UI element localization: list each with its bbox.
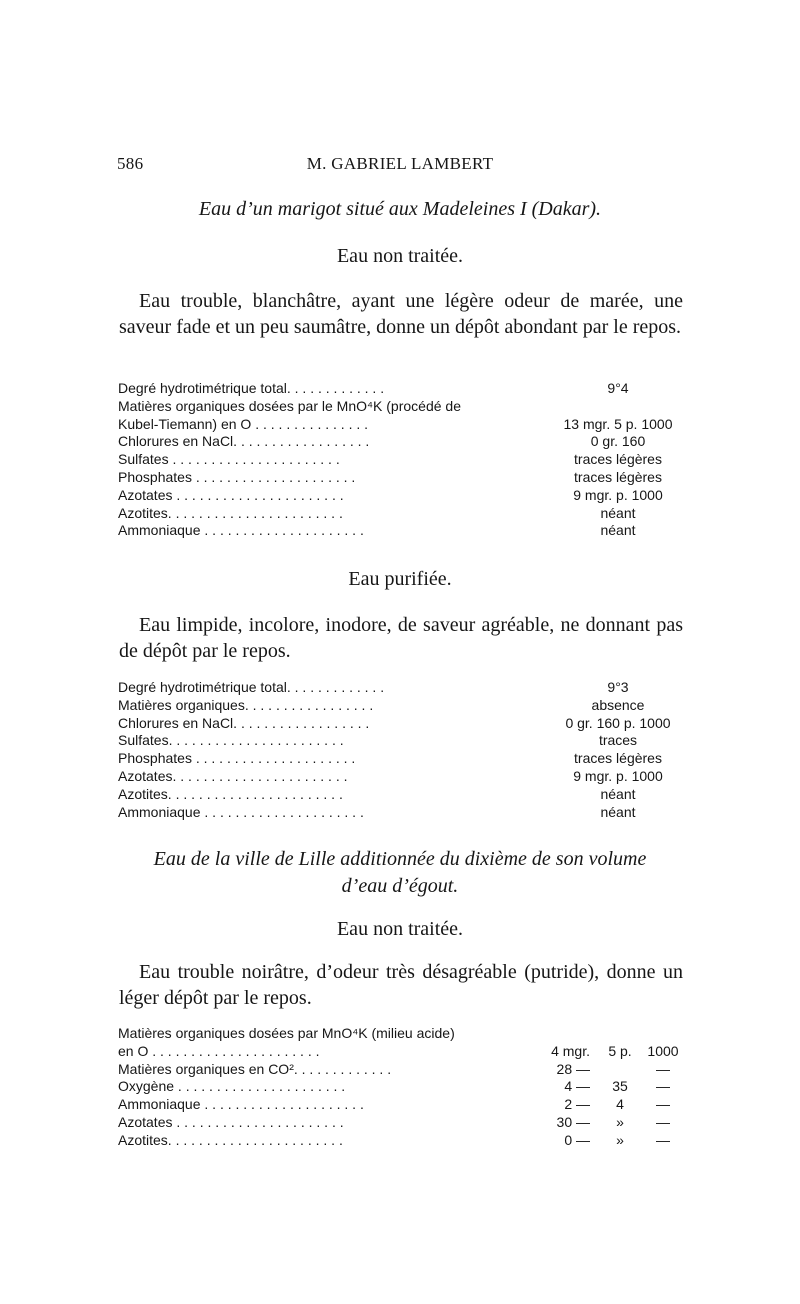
row-value-1: 30 — [556,1113,590,1130]
table-row [118,380,688,398]
row-value-3: — [656,1060,670,1077]
analysis-table-purified [118,679,688,821]
table-row [118,768,688,786]
row-value: 9 mgr. p. 1000 [573,767,663,784]
row-label: Ammoniaque . . . . . . . . . . . . . . . . . . . . . [118,522,364,539]
table-row [118,1043,688,1061]
analysis-table-untreated [118,380,688,540]
table-row [118,1061,688,1079]
row-value-1: 2 — [564,1096,590,1113]
row-value-1: 28 — [556,1060,590,1077]
table-row [118,804,688,822]
table-row [118,1078,688,1096]
table-row [118,1096,688,1114]
row-value-3: — [656,1078,670,1095]
row-label: Matières organiques. . . . . . . . . . . . . . . . . [118,696,374,713]
row-label: Azotites. . . . . . . . . . . . . . . . . . . . . . . [118,785,343,802]
row-label: en O . . . . . . . . . . . . . . . . . . . . . . [118,1042,320,1059]
row-label: Phosphates . . . . . . . . . . . . . . . . . . . . . [118,468,356,485]
table-row [118,505,688,523]
section-title-line1: Eau de la ville de Lille additionnée du dixième de son volume [153,848,647,870]
description-purified: Eau limpide, incolore, inodore, de saveur agréable, ne donnant pas de dépôt par le repos. [119,614,683,662]
row-label: Ammoniaque . . . . . . . . . . . . . . . . . . . . . [118,1096,364,1113]
row-value: néant [600,504,636,521]
row-value-2: » [616,1113,624,1130]
row-value: 9°3 [607,679,629,695]
table-row [118,697,688,715]
row-label: Azotates . . . . . . . . . . . . . . . . . . . . . . [118,1113,344,1130]
table-row [118,522,688,540]
table-row [118,1025,688,1043]
row-label: Azotites. . . . . . . . . . . . . . . . . . . . . . . [118,1131,343,1148]
row-value: néant [600,785,636,802]
row-value-1: 4 — [564,1078,590,1095]
row-label: Azotates. . . . . . . . . . . . . . . . . . . . . . . [118,767,348,784]
table-row [118,416,688,434]
table-row [118,679,688,697]
row-label: Degré hydrotimétrique total. . . . . . . . . . . . . [118,679,385,695]
row-value-3: — [656,1113,670,1130]
table-row [118,469,688,487]
row-value-1: 4 mgr. [551,1042,590,1059]
row-value: 13 mgr. 5 p. 1000 [563,415,673,432]
running-head: M. GABRIEL LAMBERT [306,154,494,173]
row-value-2: 4 [616,1096,624,1113]
section-title: Eau d’un marigot situé aux Madeleines I (Dakar). [198,198,602,220]
row-value: néant [600,803,636,820]
row-label: Oxygène . . . . . . . . . . . . . . . . . . . . . . [118,1078,346,1095]
row-value: 0 gr. 160 p. 1000 [565,714,671,731]
row-value: traces légères [574,468,662,485]
row-value: néant [600,522,636,539]
page-number: 586 [117,154,144,173]
subtitle-untreated-2: Eau non traitée. [336,918,464,940]
table-row [118,398,688,416]
table-row [118,1114,688,1132]
row-label: Kubel-Tiemann) en O . . . . . . . . . . . . . . . [118,415,369,432]
section-title-line2: d’eau d’égout. [341,875,459,897]
row-label: Ammoniaque . . . . . . . . . . . . . . . . . . . . . [118,803,364,820]
table-row [118,715,688,733]
analysis-table-lille [118,1025,688,1150]
row-label: Azotates . . . . . . . . . . . . . . . . . . . . . . [118,486,344,503]
table-row [118,786,688,804]
table-row [118,433,688,451]
row-label: Matières organiques dosées par le MnO⁴K (procédé de [118,397,461,414]
row-value: absence [591,696,645,713]
description-untreated: Eau trouble, blanchâtre, ayant une légère odeur de marée, une saveur fade et un peu saumâtre, donne un dépôt abondant par le repos. [119,290,683,338]
table-row [118,732,688,750]
row-value: traces [598,732,638,749]
row-value: 9°4 [607,380,629,396]
row-value-2: 5 p. [608,1042,632,1059]
row-value-2: 35 [612,1078,628,1095]
row-value: 9 mgr. p. 1000 [573,486,663,503]
row-value: traces légères [574,750,662,767]
row-label: Azotites. . . . . . . . . . . . . . . . . . . . . . . [118,504,343,521]
table-row [118,487,688,505]
description-untreated-2: Eau trouble noirâtre, d’odeur très désagréable (putride), donne un léger dépôt par le repos. [119,961,683,1009]
table-row [118,1132,688,1150]
row-label: Phosphates . . . . . . . . . . . . . . . . . . . . . [118,750,356,767]
row-label: Degré hydrotimétrique total. . . . . . . . . . . . . [118,380,385,396]
row-label: Matières organiques dosées par MnO⁴K (milieu acide) [118,1025,455,1041]
row-value-3: 1000 [647,1042,679,1059]
row-label: Chlorures en NaCl. . . . . . . . . . . . . . . . . . [118,433,370,450]
row-value-1: 0 — [564,1131,590,1148]
subtitle-purified: Eau purifiée. [348,568,452,590]
row-value: 0 gr. 160 [590,433,646,450]
row-label: Sulfates . . . . . . . . . . . . . . . . . . . . . . [118,451,340,468]
subtitle-untreated: Eau non traitée. [336,245,464,267]
row-value-3: — [656,1131,670,1148]
table-row [118,451,688,469]
row-label: Chlorures en NaCl. . . . . . . . . . . . . . . . . . [118,714,370,731]
row-value-3: — [656,1096,670,1113]
row-label: Matières organiques en CO². . . . . . . . . . . . . [118,1060,392,1077]
row-label: Sulfates. . . . . . . . . . . . . . . . . . . . . . . [118,732,344,749]
table-row [118,750,688,768]
row-value-2: » [616,1131,624,1148]
row-value: traces légères [574,451,662,468]
